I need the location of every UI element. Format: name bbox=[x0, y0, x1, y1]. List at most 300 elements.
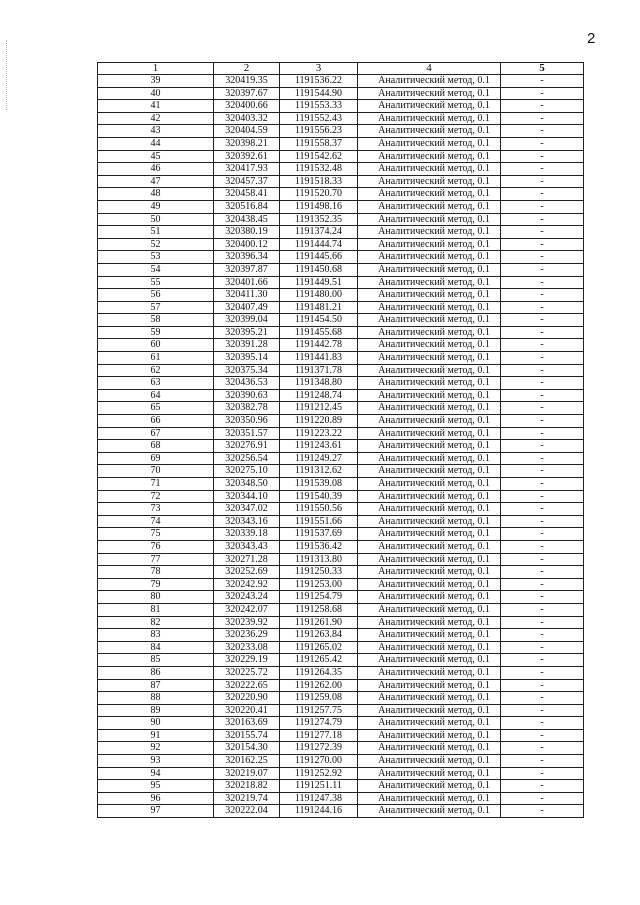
y-coordinate-cell: 1191257.75 bbox=[280, 704, 358, 717]
y-coordinate-cell: 1191253.00 bbox=[280, 578, 358, 591]
table-row bbox=[98, 729, 584, 742]
point-number-cell: 64 bbox=[98, 389, 214, 402]
x-coordinate-cell: 320348.50 bbox=[214, 478, 280, 491]
y-coordinate-cell: 1191247.38 bbox=[280, 792, 358, 805]
x-coordinate-cell: 320458.41 bbox=[214, 188, 280, 201]
description-cell: - bbox=[501, 641, 584, 654]
method-accuracy-cell: Аналитический метод, 0.1 bbox=[358, 352, 501, 365]
x-coordinate-cell: 320252.69 bbox=[214, 566, 280, 579]
table-row bbox=[98, 213, 584, 226]
method-accuracy-cell: Аналитический метод, 0.1 bbox=[358, 603, 501, 616]
y-coordinate-cell: 1191454.50 bbox=[280, 314, 358, 327]
table-row bbox=[98, 767, 584, 780]
method-accuracy-cell: Аналитический метод, 0.1 bbox=[358, 578, 501, 591]
point-number-cell: 60 bbox=[98, 339, 214, 352]
description-cell: - bbox=[501, 578, 584, 591]
description-cell: - bbox=[501, 301, 584, 314]
method-accuracy-cell: Аналитический метод, 0.1 bbox=[358, 616, 501, 629]
method-accuracy-cell: Аналитический метод, 0.1 bbox=[358, 226, 501, 239]
method-accuracy-cell: Аналитический метод, 0.1 bbox=[358, 377, 501, 390]
x-coordinate-cell: 320436.53 bbox=[214, 377, 280, 390]
point-number-cell: 57 bbox=[98, 301, 214, 314]
y-coordinate-cell: 1191262.00 bbox=[280, 679, 358, 692]
method-accuracy-cell: Аналитический метод, 0.1 bbox=[358, 805, 501, 818]
point-number-cell: 65 bbox=[98, 402, 214, 415]
x-coordinate-cell: 320401.66 bbox=[214, 276, 280, 289]
table-row bbox=[98, 415, 584, 428]
method-accuracy-cell: Аналитический метод, 0.1 bbox=[358, 692, 501, 705]
y-coordinate-cell: 1191542.62 bbox=[280, 150, 358, 163]
y-coordinate-cell: 1191450.68 bbox=[280, 263, 358, 276]
table-row bbox=[98, 352, 584, 365]
method-accuracy-cell: Аналитический метод, 0.1 bbox=[358, 314, 501, 327]
method-accuracy-cell: Аналитический метод, 0.1 bbox=[358, 729, 501, 742]
table-row bbox=[98, 75, 584, 88]
table-row bbox=[98, 163, 584, 176]
point-number-cell: 71 bbox=[98, 478, 214, 491]
point-number-cell: 73 bbox=[98, 503, 214, 516]
y-coordinate-cell: 1191550.56 bbox=[280, 503, 358, 516]
description-cell: - bbox=[501, 125, 584, 138]
method-accuracy-cell: Аналитический метод, 0.1 bbox=[358, 792, 501, 805]
method-accuracy-cell: Аналитический метод, 0.1 bbox=[358, 641, 501, 654]
x-coordinate-cell: 320220.90 bbox=[214, 692, 280, 705]
point-number-cell: 66 bbox=[98, 415, 214, 428]
point-number-cell: 91 bbox=[98, 729, 214, 742]
method-accuracy-cell: Аналитический метод, 0.1 bbox=[358, 213, 501, 226]
table-row bbox=[98, 465, 584, 478]
method-accuracy-cell: Аналитический метод, 0.1 bbox=[358, 125, 501, 138]
table-row bbox=[98, 226, 584, 239]
y-coordinate-cell: 1191274.79 bbox=[280, 717, 358, 730]
description-cell: - bbox=[501, 465, 584, 478]
table-row bbox=[98, 578, 584, 591]
x-coordinate-cell: 320256.54 bbox=[214, 452, 280, 465]
column-header: 4 bbox=[358, 63, 501, 75]
x-coordinate-cell: 320399.04 bbox=[214, 314, 280, 327]
point-number-cell: 41 bbox=[98, 100, 214, 113]
description-cell: - bbox=[501, 805, 584, 818]
table-row bbox=[98, 780, 584, 793]
table-row bbox=[98, 553, 584, 566]
x-coordinate-cell: 320397.67 bbox=[214, 87, 280, 100]
method-accuracy-cell: Аналитический метод, 0.1 bbox=[358, 87, 501, 100]
description-cell: - bbox=[501, 188, 584, 201]
method-accuracy-cell: Аналитический метод, 0.1 bbox=[358, 263, 501, 276]
point-number-cell: 53 bbox=[98, 251, 214, 264]
y-coordinate-cell: 1191539.08 bbox=[280, 478, 358, 491]
point-number-cell: 58 bbox=[98, 314, 214, 327]
y-coordinate-cell: 1191455.68 bbox=[280, 326, 358, 339]
x-coordinate-cell: 320344.10 bbox=[214, 490, 280, 503]
x-coordinate-cell: 320222.04 bbox=[214, 805, 280, 818]
table-row bbox=[98, 263, 584, 276]
point-number-cell: 76 bbox=[98, 540, 214, 553]
table-row bbox=[98, 616, 584, 629]
description-cell: - bbox=[501, 402, 584, 415]
x-coordinate-cell: 320163.69 bbox=[214, 717, 280, 730]
x-coordinate-cell: 320390.63 bbox=[214, 389, 280, 402]
table-row bbox=[98, 326, 584, 339]
x-coordinate-cell: 320400.66 bbox=[214, 100, 280, 113]
y-coordinate-cell: 1191536.22 bbox=[280, 75, 358, 88]
x-coordinate-cell: 320339.18 bbox=[214, 528, 280, 541]
x-coordinate-cell: 320343.16 bbox=[214, 515, 280, 528]
page-number: 2 bbox=[587, 30, 596, 47]
method-accuracy-cell: Аналитический метод, 0.1 bbox=[358, 440, 501, 453]
point-number-cell: 63 bbox=[98, 377, 214, 390]
method-accuracy-cell: Аналитический метод, 0.1 bbox=[358, 515, 501, 528]
x-coordinate-cell: 320419.35 bbox=[214, 75, 280, 88]
description-cell: - bbox=[501, 377, 584, 390]
method-accuracy-cell: Аналитический метод, 0.1 bbox=[358, 339, 501, 352]
y-coordinate-cell: 1191518.33 bbox=[280, 175, 358, 188]
method-accuracy-cell: Аналитический метод, 0.1 bbox=[358, 742, 501, 755]
y-coordinate-cell: 1191259.08 bbox=[280, 692, 358, 705]
point-number-cell: 79 bbox=[98, 578, 214, 591]
point-number-cell: 67 bbox=[98, 427, 214, 440]
x-coordinate-cell: 320398.21 bbox=[214, 137, 280, 150]
method-accuracy-cell: Аналитический метод, 0.1 bbox=[358, 629, 501, 642]
description-cell: - bbox=[501, 792, 584, 805]
description-cell: - bbox=[501, 515, 584, 528]
y-coordinate-cell: 1191551.66 bbox=[280, 515, 358, 528]
table-row bbox=[98, 515, 584, 528]
description-cell: - bbox=[501, 364, 584, 377]
method-accuracy-cell: Аналитический метод, 0.1 bbox=[358, 566, 501, 579]
x-coordinate-cell: 320380.19 bbox=[214, 226, 280, 239]
point-number-cell: 78 bbox=[98, 566, 214, 579]
description-cell: - bbox=[501, 755, 584, 768]
description-cell: - bbox=[501, 490, 584, 503]
y-coordinate-cell: 1191480.00 bbox=[280, 289, 358, 302]
point-number-cell: 96 bbox=[98, 792, 214, 805]
x-coordinate-cell: 320218.82 bbox=[214, 780, 280, 793]
y-coordinate-cell: 1191537.69 bbox=[280, 528, 358, 541]
table-row bbox=[98, 175, 584, 188]
description-cell: - bbox=[501, 175, 584, 188]
point-number-cell: 39 bbox=[98, 75, 214, 88]
x-coordinate-cell: 320243.24 bbox=[214, 591, 280, 604]
method-accuracy-cell: Аналитический метод, 0.1 bbox=[358, 528, 501, 541]
point-number-cell: 72 bbox=[98, 490, 214, 503]
table-row bbox=[98, 377, 584, 390]
table-row bbox=[98, 629, 584, 642]
x-coordinate-cell: 320411.30 bbox=[214, 289, 280, 302]
x-coordinate-cell: 320391.28 bbox=[214, 339, 280, 352]
description-cell: - bbox=[501, 666, 584, 679]
x-coordinate-cell: 320236.29 bbox=[214, 629, 280, 642]
description-cell: - bbox=[501, 591, 584, 604]
x-coordinate-cell: 320417.93 bbox=[214, 163, 280, 176]
y-coordinate-cell: 1191312.62 bbox=[280, 465, 358, 478]
x-coordinate-cell: 320375.34 bbox=[214, 364, 280, 377]
description-cell: - bbox=[501, 654, 584, 667]
description-cell: - bbox=[501, 226, 584, 239]
description-cell: - bbox=[501, 112, 584, 125]
y-coordinate-cell: 1191444.74 bbox=[280, 238, 358, 251]
method-accuracy-cell: Аналитический метод, 0.1 bbox=[358, 780, 501, 793]
description-cell: - bbox=[501, 200, 584, 213]
y-coordinate-cell: 1191264.35 bbox=[280, 666, 358, 679]
margin-marks bbox=[6, 40, 8, 110]
point-number-cell: 87 bbox=[98, 679, 214, 692]
x-coordinate-cell: 320400.12 bbox=[214, 238, 280, 251]
x-coordinate-cell: 320242.92 bbox=[214, 578, 280, 591]
x-coordinate-cell: 320162.25 bbox=[214, 755, 280, 768]
y-coordinate-cell: 1191441.83 bbox=[280, 352, 358, 365]
y-coordinate-cell: 1191520.70 bbox=[280, 188, 358, 201]
description-cell: - bbox=[501, 238, 584, 251]
method-accuracy-cell: Аналитический метод, 0.1 bbox=[358, 478, 501, 491]
point-number-cell: 45 bbox=[98, 150, 214, 163]
y-coordinate-cell: 1191243.61 bbox=[280, 440, 358, 453]
y-coordinate-cell: 1191348.80 bbox=[280, 377, 358, 390]
x-coordinate-cell: 320395.14 bbox=[214, 352, 280, 365]
point-number-cell: 40 bbox=[98, 87, 214, 100]
point-number-cell: 69 bbox=[98, 452, 214, 465]
point-number-cell: 97 bbox=[98, 805, 214, 818]
y-coordinate-cell: 1191254.79 bbox=[280, 591, 358, 604]
y-coordinate-cell: 1191272.39 bbox=[280, 742, 358, 755]
point-number-cell: 47 bbox=[98, 175, 214, 188]
table-row bbox=[98, 389, 584, 402]
point-number-cell: 55 bbox=[98, 276, 214, 289]
table-row bbox=[98, 87, 584, 100]
y-coordinate-cell: 1191244.16 bbox=[280, 805, 358, 818]
x-coordinate-cell: 320350.96 bbox=[214, 415, 280, 428]
x-coordinate-cell: 320347.02 bbox=[214, 503, 280, 516]
table-row bbox=[98, 314, 584, 327]
point-number-cell: 70 bbox=[98, 465, 214, 478]
y-coordinate-cell: 1191498.16 bbox=[280, 200, 358, 213]
method-accuracy-cell: Аналитический метод, 0.1 bbox=[358, 666, 501, 679]
table-row bbox=[98, 238, 584, 251]
method-accuracy-cell: Аналитический метод, 0.1 bbox=[358, 163, 501, 176]
x-coordinate-cell: 320395.21 bbox=[214, 326, 280, 339]
description-cell: - bbox=[501, 75, 584, 88]
description-cell: - bbox=[501, 478, 584, 491]
x-coordinate-cell: 320229.19 bbox=[214, 654, 280, 667]
description-cell: - bbox=[501, 276, 584, 289]
table-row bbox=[98, 704, 584, 717]
method-accuracy-cell: Аналитический метод, 0.1 bbox=[358, 100, 501, 113]
description-cell: - bbox=[501, 137, 584, 150]
table-row bbox=[98, 717, 584, 730]
x-coordinate-cell: 320404.59 bbox=[214, 125, 280, 138]
x-coordinate-cell: 320225.72 bbox=[214, 666, 280, 679]
method-accuracy-cell: Аналитический метод, 0.1 bbox=[358, 389, 501, 402]
point-number-cell: 88 bbox=[98, 692, 214, 705]
x-coordinate-cell: 320242.07 bbox=[214, 603, 280, 616]
description-cell: - bbox=[501, 415, 584, 428]
method-accuracy-cell: Аналитический метод, 0.1 bbox=[358, 251, 501, 264]
coordinates-table bbox=[97, 62, 584, 818]
description-cell: - bbox=[501, 427, 584, 440]
table-row bbox=[98, 490, 584, 503]
method-accuracy-cell: Аналитический метод, 0.1 bbox=[358, 301, 501, 314]
table-row bbox=[98, 364, 584, 377]
method-accuracy-cell: Аналитический метод, 0.1 bbox=[358, 591, 501, 604]
table-row bbox=[98, 641, 584, 654]
description-cell: - bbox=[501, 314, 584, 327]
method-accuracy-cell: Аналитический метод, 0.1 bbox=[358, 289, 501, 302]
y-coordinate-cell: 1191556.23 bbox=[280, 125, 358, 138]
y-coordinate-cell: 1191265.02 bbox=[280, 641, 358, 654]
column-header: 2 bbox=[214, 63, 280, 75]
description-cell: - bbox=[501, 767, 584, 780]
method-accuracy-cell: Аналитический метод, 0.1 bbox=[358, 75, 501, 88]
description-cell: - bbox=[501, 603, 584, 616]
y-coordinate-cell: 1191352.35 bbox=[280, 213, 358, 226]
description-cell: - bbox=[501, 87, 584, 100]
point-number-cell: 85 bbox=[98, 654, 214, 667]
method-accuracy-cell: Аналитический метод, 0.1 bbox=[358, 112, 501, 125]
description-cell: - bbox=[501, 263, 584, 276]
point-number-cell: 51 bbox=[98, 226, 214, 239]
description-cell: - bbox=[501, 352, 584, 365]
y-coordinate-cell: 1191252.92 bbox=[280, 767, 358, 780]
method-accuracy-cell: Аналитический метод, 0.1 bbox=[358, 755, 501, 768]
point-number-cell: 52 bbox=[98, 238, 214, 251]
description-cell: - bbox=[501, 503, 584, 516]
table-row bbox=[98, 150, 584, 163]
x-coordinate-cell: 320343.43 bbox=[214, 540, 280, 553]
method-accuracy-cell: Аналитический метод, 0.1 bbox=[358, 364, 501, 377]
method-accuracy-cell: Аналитический метод, 0.1 bbox=[358, 452, 501, 465]
description-cell: - bbox=[501, 213, 584, 226]
y-coordinate-cell: 1191212.45 bbox=[280, 402, 358, 415]
description-cell: - bbox=[501, 780, 584, 793]
table-row bbox=[98, 591, 584, 604]
description-cell: - bbox=[501, 540, 584, 553]
table-row bbox=[98, 339, 584, 352]
method-accuracy-cell: Аналитический метод, 0.1 bbox=[358, 767, 501, 780]
table-row bbox=[98, 402, 584, 415]
description-cell: - bbox=[501, 528, 584, 541]
point-number-cell: 48 bbox=[98, 188, 214, 201]
description-cell: - bbox=[501, 704, 584, 717]
method-accuracy-cell: Аналитический метод, 0.1 bbox=[358, 150, 501, 163]
point-number-cell: 77 bbox=[98, 553, 214, 566]
table-row bbox=[98, 125, 584, 138]
x-coordinate-cell: 320219.07 bbox=[214, 767, 280, 780]
y-coordinate-cell: 1191277.18 bbox=[280, 729, 358, 742]
table-row bbox=[98, 251, 584, 264]
y-coordinate-cell: 1191449.51 bbox=[280, 276, 358, 289]
x-coordinate-cell: 320239.92 bbox=[214, 616, 280, 629]
point-number-cell: 92 bbox=[98, 742, 214, 755]
point-number-cell: 43 bbox=[98, 125, 214, 138]
point-number-cell: 83 bbox=[98, 629, 214, 642]
description-cell: - bbox=[501, 100, 584, 113]
description-cell: - bbox=[501, 326, 584, 339]
description-cell: - bbox=[501, 692, 584, 705]
y-coordinate-cell: 1191261.90 bbox=[280, 616, 358, 629]
x-coordinate-cell: 320396.34 bbox=[214, 251, 280, 264]
point-number-cell: 95 bbox=[98, 780, 214, 793]
table-row bbox=[98, 679, 584, 692]
x-coordinate-cell: 320219.74 bbox=[214, 792, 280, 805]
description-cell: - bbox=[501, 150, 584, 163]
point-number-cell: 82 bbox=[98, 616, 214, 629]
table-row bbox=[98, 137, 584, 150]
point-number-cell: 93 bbox=[98, 755, 214, 768]
method-accuracy-cell: Аналитический метод, 0.1 bbox=[358, 276, 501, 289]
y-coordinate-cell: 1191270.00 bbox=[280, 755, 358, 768]
y-coordinate-cell: 1191223.22 bbox=[280, 427, 358, 440]
point-number-cell: 61 bbox=[98, 352, 214, 365]
x-coordinate-cell: 320516.84 bbox=[214, 200, 280, 213]
method-accuracy-cell: Аналитический метод, 0.1 bbox=[358, 137, 501, 150]
table-row bbox=[98, 528, 584, 541]
y-coordinate-cell: 1191250.33 bbox=[280, 566, 358, 579]
column-header: 3 bbox=[280, 63, 358, 75]
x-coordinate-cell: 320275.10 bbox=[214, 465, 280, 478]
point-number-cell: 59 bbox=[98, 326, 214, 339]
table-row bbox=[98, 440, 584, 453]
point-number-cell: 56 bbox=[98, 289, 214, 302]
x-coordinate-cell: 320222.65 bbox=[214, 679, 280, 692]
table-row bbox=[98, 792, 584, 805]
method-accuracy-cell: Аналитический метод, 0.1 bbox=[358, 188, 501, 201]
method-accuracy-cell: Аналитический метод, 0.1 bbox=[358, 465, 501, 478]
method-accuracy-cell: Аналитический метод, 0.1 bbox=[358, 415, 501, 428]
table-row bbox=[98, 427, 584, 440]
description-cell: - bbox=[501, 679, 584, 692]
y-coordinate-cell: 1191445.66 bbox=[280, 251, 358, 264]
method-accuracy-cell: Аналитический метод, 0.1 bbox=[358, 175, 501, 188]
y-coordinate-cell: 1191442.78 bbox=[280, 339, 358, 352]
y-coordinate-cell: 1191258.68 bbox=[280, 603, 358, 616]
method-accuracy-cell: Аналитический метод, 0.1 bbox=[358, 402, 501, 415]
table-row bbox=[98, 540, 584, 553]
table-row bbox=[98, 666, 584, 679]
table-row bbox=[98, 742, 584, 755]
point-number-cell: 75 bbox=[98, 528, 214, 541]
method-accuracy-cell: Аналитический метод, 0.1 bbox=[358, 717, 501, 730]
y-coordinate-cell: 1191248.74 bbox=[280, 389, 358, 402]
y-coordinate-cell: 1191532.48 bbox=[280, 163, 358, 176]
y-coordinate-cell: 1191544.90 bbox=[280, 87, 358, 100]
table-row bbox=[98, 100, 584, 113]
point-number-cell: 80 bbox=[98, 591, 214, 604]
point-number-cell: 44 bbox=[98, 137, 214, 150]
y-coordinate-cell: 1191220.89 bbox=[280, 415, 358, 428]
table-row bbox=[98, 188, 584, 201]
y-coordinate-cell: 1191251.11 bbox=[280, 780, 358, 793]
point-number-cell: 89 bbox=[98, 704, 214, 717]
table-row bbox=[98, 301, 584, 314]
table-row bbox=[98, 200, 584, 213]
point-number-cell: 86 bbox=[98, 666, 214, 679]
description-cell: - bbox=[501, 339, 584, 352]
table-header-row bbox=[98, 63, 584, 75]
x-coordinate-cell: 320392.61 bbox=[214, 150, 280, 163]
y-coordinate-cell: 1191553.33 bbox=[280, 100, 358, 113]
y-coordinate-cell: 1191263.84 bbox=[280, 629, 358, 642]
method-accuracy-cell: Аналитический метод, 0.1 bbox=[358, 553, 501, 566]
method-accuracy-cell: Аналитический метод, 0.1 bbox=[358, 200, 501, 213]
method-accuracy-cell: Аналитический метод, 0.1 bbox=[358, 326, 501, 339]
method-accuracy-cell: Аналитический метод, 0.1 bbox=[358, 704, 501, 717]
table-row bbox=[98, 755, 584, 768]
description-cell: - bbox=[501, 440, 584, 453]
description-cell: - bbox=[501, 289, 584, 302]
table-row bbox=[98, 276, 584, 289]
y-coordinate-cell: 1191536.42 bbox=[280, 540, 358, 553]
description-cell: - bbox=[501, 629, 584, 642]
